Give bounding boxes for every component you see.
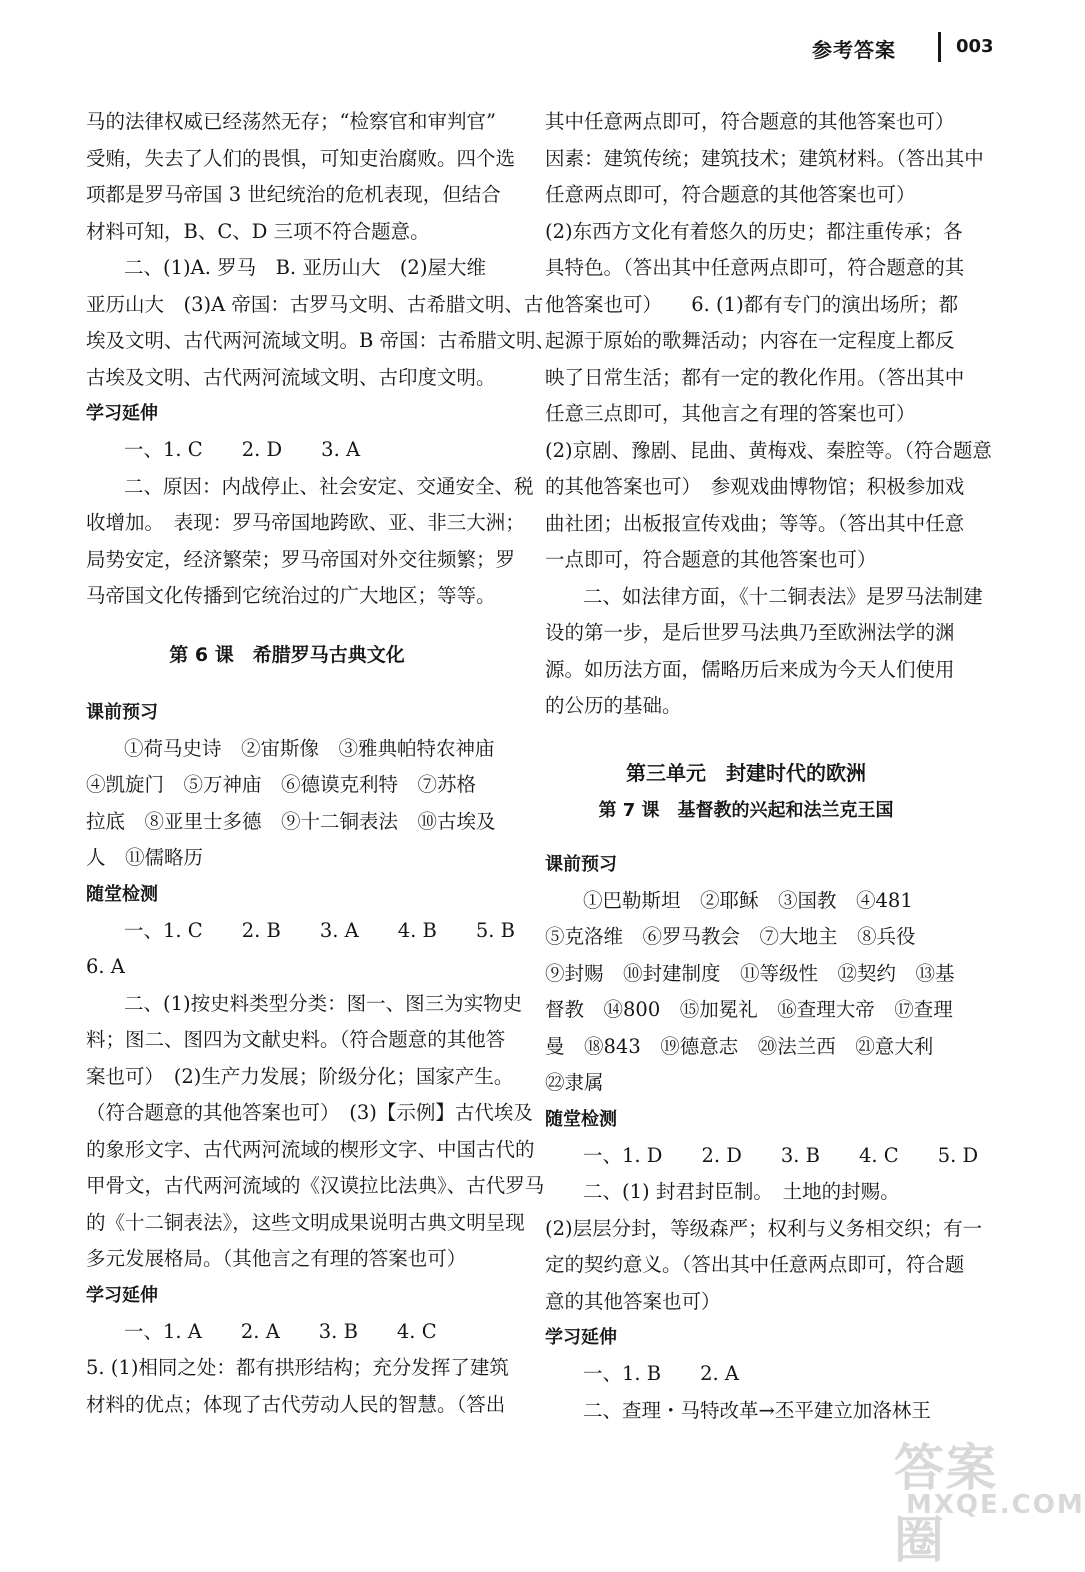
section-heading: 课前预习 bbox=[86, 701, 158, 723]
text-line: 项都是罗马帝国 3 世纪统治的危机表现，但结合 bbox=[86, 183, 501, 206]
text-line: ㉒隶属 bbox=[545, 1071, 604, 1094]
text-line: 马帝国文化传播到它统治过的广大地区；等等。 bbox=[86, 584, 496, 607]
text-line: 具特色。（答出其中任意两点即可，符合题意的其 bbox=[545, 256, 965, 279]
text-line: 二、(1)A. 罗马 B. 亚历山大 (2)屋大维 bbox=[124, 256, 486, 279]
text-line: 设的第一步，是后世罗马法典乃至欧洲法学的渊 bbox=[545, 621, 955, 644]
text-line: 任意两点即可，符合题意的其他答案也可） bbox=[545, 183, 916, 206]
text-line: 任意三点即可，其他言之有理的答案也可） bbox=[545, 402, 916, 425]
text-line: 定的契约意义。（答出其中任意两点即可，符合题 bbox=[545, 1253, 965, 1276]
text-line: ⑨封赐 ⑩封建制度 ⑪等级性 ⑫契约 ⑬基 bbox=[545, 961, 955, 985]
text-line: 一、1. B 2. A bbox=[583, 1362, 740, 1385]
left-column bbox=[86, 104, 556, 1423]
section-heading: 随堂检测 bbox=[86, 883, 158, 905]
text-line: 古埃及文明、古代两河流域文明、古印度文明。 bbox=[86, 365, 496, 389]
watermark-text: 答案圈 bbox=[894, 1439, 998, 1569]
text-line: 材料可知，B、C、D 三项不符合题意。 bbox=[86, 219, 430, 243]
text-line: 意的其他答案也可） bbox=[545, 1289, 721, 1313]
right-column bbox=[545, 104, 992, 1429]
text-line: 甲骨文，古代两河流域的《汉谟拉比法典》、古代罗马 bbox=[86, 1174, 545, 1197]
unit-title: 第三单元 封建时代的欧洲 bbox=[626, 760, 866, 785]
text-line: 曲社团；出板报宣传戏曲；等等。（答出其中任意 bbox=[545, 511, 965, 535]
text-line: ①荷马史诗 ②宙斯像 ③雅典帕特农神庙 bbox=[124, 736, 495, 760]
text-line: 拉底 ⑧亚里士多德 ⑨十二铜表法 ⑩古埃及 bbox=[86, 809, 496, 833]
text-line: 收增加。 表现：罗马帝国地跨欧、亚、非三大洲； bbox=[86, 511, 525, 534]
header-divider bbox=[938, 32, 941, 62]
text-line: 的象形文字、古代两河流域的楔形文字、中国古代的 bbox=[86, 1137, 535, 1161]
text-line: 的公历的基础。 bbox=[545, 694, 682, 717]
text-line: 一、1. A 2. A 3. B 4. C bbox=[124, 1319, 437, 1343]
text-line: 材料的优点；体现了古代劳动人民的智慧。（答出 bbox=[86, 1392, 506, 1416]
section-heading: 课前预习 bbox=[545, 853, 617, 875]
text-line: 督教 ⑭800 ⑮加冕礼 ⑯查理大帝 ⑰查理 bbox=[545, 998, 953, 1021]
page-number: 003 bbox=[956, 36, 994, 57]
text-line: 局势安定，经济繁荣；罗马帝国对外交往频繁；罗 bbox=[86, 547, 516, 571]
text-line: 人 ⑪儒略历 bbox=[86, 846, 204, 869]
text-line: (2)东西方文化有着悠久的历史；都注重传承；各 bbox=[545, 219, 963, 243]
text-line: 二、查理・马特改革→丕平建立加洛林王 bbox=[583, 1398, 931, 1422]
text-line: 源。如历法方面，儒略历后来成为今天人们使用 bbox=[545, 657, 955, 681]
text-line: 一、1. C 2. B 3. A 4. B 5. B bbox=[124, 918, 516, 942]
text-line: 曼 ⑱843 ⑲德意志 ⑳法兰西 ㉑意大利 bbox=[545, 1034, 934, 1058]
text-line: 料；图二、图四为文献史料。（符合题意的其他答 bbox=[86, 1028, 506, 1051]
text-line: 映了日常生活；都有一定的教化作用。（答出其中 bbox=[545, 365, 965, 389]
text-line: 因素：建筑传统；建筑技术；建筑材料。（答出其中 bbox=[545, 146, 984, 170]
text-line: 二、如法律方面，《十二铜表法》是罗马法制建 bbox=[583, 584, 983, 608]
text-line: 二、(1) 封君封臣制。 土地的封赐。 bbox=[583, 1180, 900, 1203]
section-heading: 学习延伸 bbox=[545, 1327, 617, 1348]
text-line: 埃及文明、古代两河流域文明。B 帝国：古希腊文明、 bbox=[86, 329, 556, 352]
text-line: 6. A bbox=[86, 955, 125, 978]
lesson-title: 第 7 课 基督教的兴起和法兰克王国 bbox=[598, 799, 894, 821]
running-title: 参考答案 bbox=[812, 38, 896, 62]
text-line: 二、(1)按史料类型分类：图一、图三为实物史 bbox=[124, 991, 523, 1015]
text-line: (2)层层分封，等级森严；权利与义务相交织；有一 bbox=[545, 1216, 983, 1240]
lesson-title: 第 6 课 希腊罗马古典文化 bbox=[169, 643, 405, 666]
text-line: 他答案也可） 6. (1)都有专门的演出场所；都 bbox=[545, 292, 959, 316]
text-line: 亚历山大 (3)A 帝国：古罗马文明、古希腊文明、古 bbox=[86, 292, 544, 316]
section-heading: 随堂检测 bbox=[545, 1108, 617, 1130]
text-line: 5. (1)相同之处：都有拱形结构；充分发挥了建筑 bbox=[86, 1356, 509, 1379]
text-line: 起源于原始的歌舞活动；内容在一定程度上都反 bbox=[545, 329, 955, 352]
text-line: 二、原因：内战停止、社会安定、交通安全、税 bbox=[124, 474, 534, 498]
text-line: ⑤克洛维 ⑥罗马教会 ⑦大地主 ⑧兵役 bbox=[545, 925, 916, 948]
text-line: 多元发展格局。（其他言之有理的答案也可） bbox=[86, 1247, 467, 1270]
text-line: 其中任意两点即可，符合题意的其他答案也可） bbox=[545, 110, 955, 133]
text-line: 一、1. C 2. D 3. A bbox=[124, 438, 361, 461]
text-line: 的其他答案也可） 参观戏曲博物馆；积极参加戏 bbox=[545, 475, 965, 498]
text-line: 马的法律权威已经荡然无存；“检察官和审判官” bbox=[86, 110, 496, 133]
text-line: 的《十二铜表法》，这些文明成果说明古典文明呈现 bbox=[86, 1210, 525, 1234]
text-line: ④凯旋门 ⑤万神庙 ⑥德谟克利特 ⑦苏格 bbox=[86, 773, 477, 796]
text-line: 一、1. D 2. D 3. B 4. C 5. D bbox=[583, 1143, 979, 1167]
watermark-url: MXQE.COM bbox=[906, 1490, 1085, 1520]
watermark-logo bbox=[888, 1428, 1085, 1569]
text-line: 受贿，失去了人们的畏惧，可知吏治腐败。四个选 bbox=[86, 146, 516, 170]
page-header bbox=[0, 32, 1061, 72]
text-line: 一点即可，符合题意的其他答案也可） bbox=[545, 548, 877, 571]
text-line: ①巴勒斯坦 ②耶稣 ③国教 ④481 bbox=[583, 888, 913, 912]
section-heading: 学习延伸 bbox=[86, 403, 158, 424]
text-line: 案也可） (2)生产力发展；阶级分化；国家产生。 bbox=[86, 1064, 514, 1088]
text-line: (2)京剧、豫剧、昆曲、黄梅戏、秦腔等。（符合题意 bbox=[545, 438, 992, 462]
section-heading: 学习延伸 bbox=[86, 1284, 158, 1306]
text-line: （符合题意的其他答案也可） (3)【示例】古代埃及 bbox=[86, 1101, 533, 1124]
